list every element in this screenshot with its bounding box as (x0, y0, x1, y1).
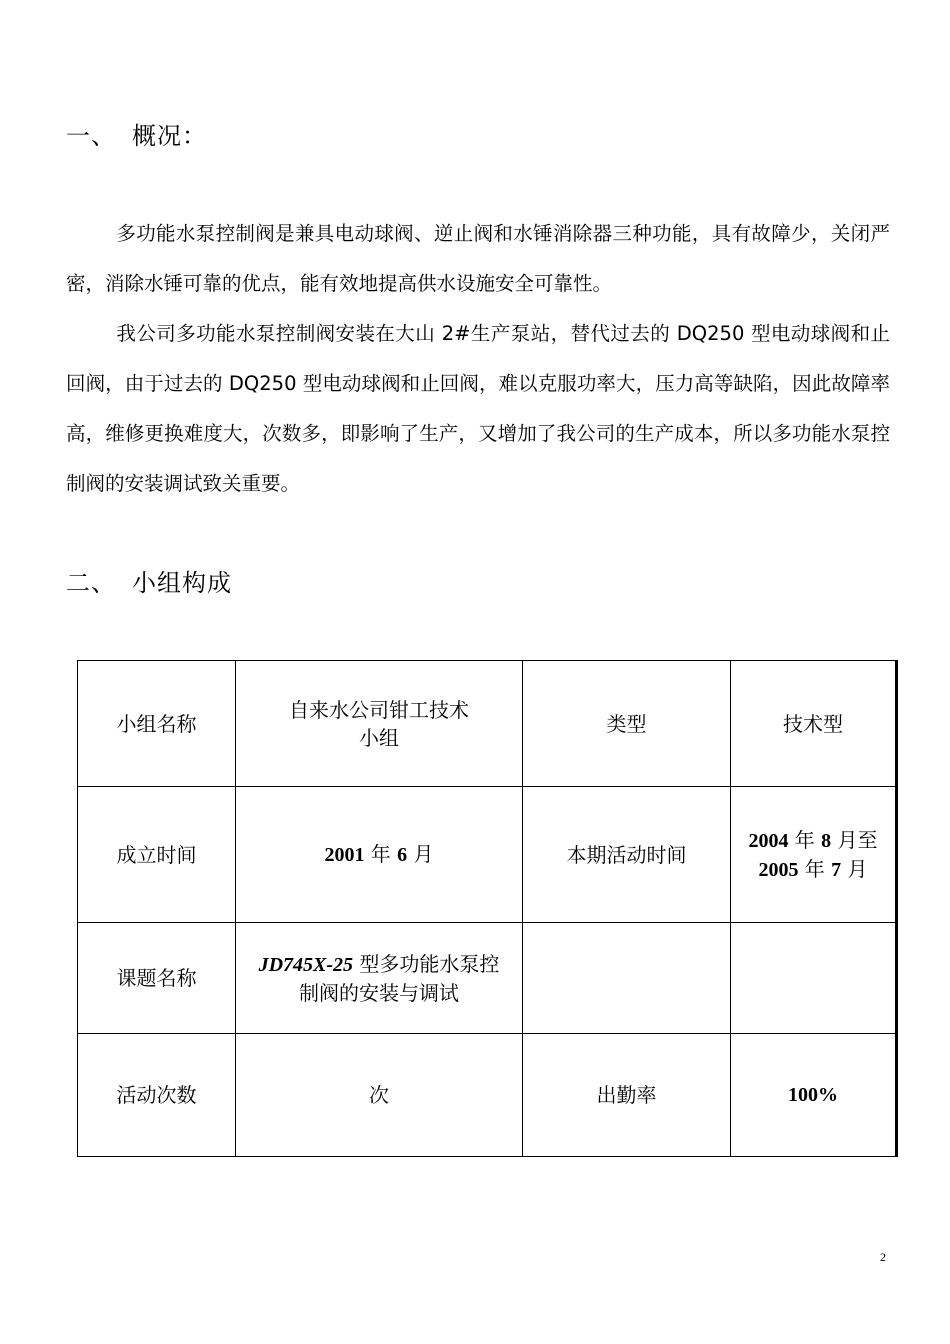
value-team-name (236, 661, 523, 787)
value-activity-count: 次 (236, 1034, 523, 1157)
month: 6 (397, 844, 408, 866)
section-title: 概况： (132, 122, 207, 150)
month: 7 (831, 858, 842, 881)
value-line: 型多功能水泵控 (353, 951, 500, 976)
section-heading-overview (66, 116, 207, 151)
team-info-table (77, 660, 898, 1157)
value-line: 制阀的安装与调试 (299, 980, 459, 1005)
unit: 月 (407, 842, 434, 866)
value-activity-period (731, 787, 897, 923)
unit: 月至 (831, 827, 878, 852)
empty-cell (731, 923, 897, 1034)
table-row (78, 661, 897, 787)
unit: 年 (364, 842, 398, 866)
section-number: 二、 (66, 569, 116, 597)
value-attendance: 100% (731, 1034, 897, 1157)
label-activity-count: 活动次数 (78, 1034, 236, 1157)
value-line: 小组 (359, 725, 399, 750)
table-row (78, 923, 897, 1034)
table-row (78, 787, 897, 923)
unit: 年 (798, 856, 832, 881)
overview-paragraph-2 (66, 309, 890, 509)
overview-paragraph-1 (66, 209, 890, 309)
paragraph-text: 多功能水泵控制阀是兼具电动球阀、逆止阀和水锤消除器三种功能，具有故障少，关闭严密，消除水锤可靠的优点，能有效地提高供水设施安全可靠性。 (66, 222, 890, 295)
label-team-name: 小组名称 (78, 661, 236, 787)
month: 8 (821, 829, 832, 852)
label-activity-period: 本期活动时间 (523, 787, 731, 923)
unit: 月 (841, 856, 868, 881)
model-number: JD745X-25 (258, 953, 354, 976)
page-number: 2 (880, 1250, 886, 1264)
unit: 年 (788, 827, 822, 852)
section-number: 一、 (66, 122, 116, 150)
table-row (78, 1034, 897, 1157)
value-project-name (236, 923, 523, 1034)
section-title: 小组构成 (132, 569, 232, 597)
year: 2005 (758, 858, 799, 881)
paragraph-text: 我公司多功能水泵控制阀安装在大山 2#生产泵站，替代过去的 DQ250 型电动球阀和止回阀，由于过去的 DQ250 型电动球阀和止回阀，难以克服功率大，压力高等缺陷，因此故障率高，维修更换难度大，次数多，即影响了生产，又增加了我公司的生产成本，所以多功能水泵控制阀的安装调试致关重要。 (66, 322, 890, 495)
label-type: 类型 (523, 661, 731, 787)
label-attendance: 出勤率 (523, 1034, 731, 1157)
year: 2001 (324, 844, 365, 866)
label-founded: 成立时间 (78, 787, 236, 923)
value-founded (236, 787, 523, 923)
value-line: 自来水公司钳工技术 (289, 697, 469, 722)
empty-cell (523, 923, 731, 1034)
section-heading-team (66, 563, 232, 598)
value-type: 技术型 (731, 661, 897, 787)
year: 2004 (748, 829, 789, 852)
label-project-name: 课题名称 (78, 923, 236, 1034)
